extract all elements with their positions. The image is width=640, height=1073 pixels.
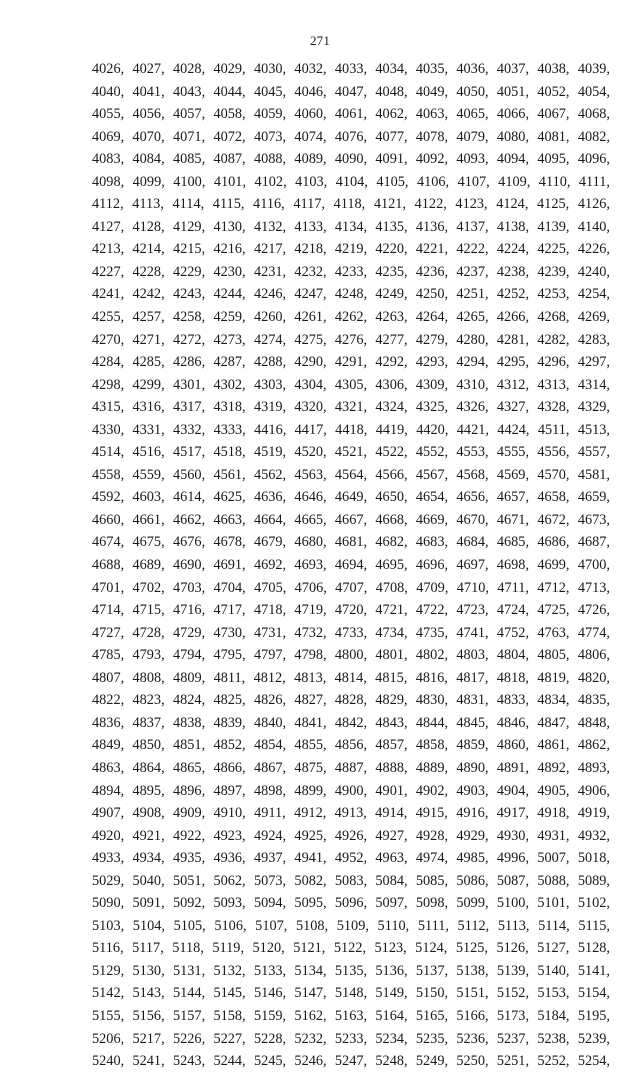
number-line: 4315, 4316, 4317, 4318, 4319, 4320, 4321, 4324, 4325, 4326, 4327, 4328, 4329,	[92, 399, 610, 416]
number-line: 4714, 4715, 4716, 4717, 4718, 4719, 4720, 4721, 4722, 4723, 4724, 4725, 4726,	[92, 602, 610, 619]
number-line: 4284, 4285, 4286, 4287, 4288, 4290, 4291, 4292, 4293, 4294, 4295, 4296, 4297,	[92, 354, 610, 371]
number-line: 4701, 4702, 4703, 4704, 4705, 4706, 4707, 4708, 4709, 4710, 4711, 4712, 4713,	[92, 579, 610, 596]
number-line: 4785, 4793, 4794, 4795, 4797, 4798, 4800, 4801, 4802, 4803, 4804, 4805, 4806,	[92, 647, 610, 664]
number-line: 4040, 4041, 4043, 4044, 4045, 4046, 4047, 4048, 4049, 4050, 4051, 4052, 4054,	[92, 83, 610, 100]
number-line: 4727, 4728, 4729, 4730, 4731, 4732, 4733, 4734, 4735, 4741, 4752, 4763, 4774,	[92, 624, 610, 641]
number-line: 4660, 4661, 4662, 4663, 4664, 4665, 4667, 4668, 4669, 4670, 4671, 4672, 4673,	[92, 511, 610, 528]
number-line: 4822, 4823, 4824, 4825, 4826, 4827, 4828, 4829, 4830, 4831, 4833, 4834, 4835,	[92, 692, 610, 709]
number-line: 4255, 4257, 4258, 4259, 4260, 4261, 4262, 4263, 4264, 4265, 4266, 4268, 4269,	[92, 309, 610, 326]
number-line: 4298, 4299, 4301, 4302, 4303, 4304, 4305, 4306, 4309, 4310, 4312, 4313, 4314,	[92, 376, 610, 393]
number-line: 4933, 4934, 4935, 4936, 4937, 4941, 4952, 4963, 4974, 4985, 4996, 5007, 5018,	[92, 850, 610, 867]
number-line: 4558, 4559, 4560, 4561, 4562, 4563, 4564, 4566, 4567, 4568, 4569, 4570, 4581,	[92, 466, 610, 483]
number-line: 4894, 4895, 4896, 4897, 4898, 4899, 4900, 4901, 4902, 4903, 4904, 4905, 4906,	[92, 782, 610, 799]
number-line: 5142, 5143, 5144, 5145, 5146, 5147, 5148, 5149, 5150, 5151, 5152, 5153, 5154,	[92, 985, 610, 1002]
number-line: 5206, 5217, 5226, 5227, 5228, 5232, 5233, 5234, 5235, 5236, 5237, 5238, 5239,	[92, 1030, 610, 1047]
number-line: 4592, 4603, 4614, 4625, 4636, 4646, 4649, 4650, 4654, 4656, 4657, 4658, 4659,	[92, 489, 610, 506]
number-line: 4098, 4099, 4100, 4101, 4102, 4103, 4104, 4105, 4106, 4107, 4109, 4110, 4111,	[92, 173, 610, 190]
number-list	[92, 58, 610, 1073]
number-line: 4514, 4516, 4517, 4518, 4519, 4520, 4521, 4522, 4552, 4553, 4555, 4556, 4557,	[92, 444, 610, 461]
number-line: 5103, 5104, 5105, 5106, 5107, 5108, 5109, 5110, 5111, 5112, 5113, 5114, 5115,	[92, 917, 610, 934]
number-line: 4836, 4837, 4838, 4839, 4840, 4841, 4842, 4843, 4844, 4845, 4846, 4847, 4848,	[92, 714, 610, 731]
number-line: 5129, 5130, 5131, 5132, 5133, 5134, 5135, 5136, 5137, 5138, 5139, 5140, 5141,	[92, 962, 610, 979]
number-line: 4055, 4056, 4057, 4058, 4059, 4060, 4061, 4062, 4063, 4065, 4066, 4067, 4068,	[92, 106, 610, 123]
number-line: 4112, 4113, 4114, 4115, 4116, 4117, 4118, 4121, 4122, 4123, 4124, 4125, 4126,	[92, 196, 610, 213]
number-line: 4083, 4084, 4085, 4087, 4088, 4089, 4090, 4091, 4092, 4093, 4094, 4095, 4096,	[92, 151, 610, 168]
page-number: 271	[309, 33, 331, 48]
number-line: 5116, 5117, 5118, 5119, 5120, 5121, 5122, 5123, 5124, 5125, 5126, 5127, 5128,	[92, 940, 610, 957]
number-line: 4213, 4214, 4215, 4216, 4217, 4218, 4219, 4220, 4221, 4222, 4224, 4225, 4226,	[92, 241, 610, 258]
number-line: 5090, 5091, 5092, 5093, 5094, 5095, 5096, 5097, 5098, 5099, 5100, 5101, 5102,	[92, 895, 610, 912]
number-line: 4330, 4331, 4332, 4333, 4416, 4417, 4418, 4419, 4420, 4421, 4424, 4511, 4513,	[92, 421, 610, 438]
number-line: 5155, 5156, 5157, 5158, 5159, 5162, 5163, 5164, 5165, 5166, 5173, 5184, 5195,	[92, 1007, 610, 1024]
number-line: 4227, 4228, 4229, 4230, 4231, 4232, 4233, 4235, 4236, 4237, 4238, 4239, 4240,	[92, 263, 610, 280]
number-line: 5029, 5040, 5051, 5062, 5073, 5082, 5083, 5084, 5085, 5086, 5087, 5088, 5089,	[92, 872, 610, 889]
number-line: 4920, 4921, 4922, 4923, 4924, 4925, 4926, 4927, 4928, 4929, 4930, 4931, 4932,	[92, 827, 610, 844]
number-line: 4127, 4128, 4129, 4130, 4132, 4133, 4134, 4135, 4136, 4137, 4138, 4139, 4140,	[92, 218, 610, 235]
number-line: 4026, 4027, 4028, 4029, 4030, 4032, 4033, 4034, 4035, 4036, 4037, 4038, 4039,	[92, 61, 610, 77]
number-line: 4907, 4908, 4909, 4910, 4911, 4912, 4913, 4914, 4915, 4916, 4917, 4918, 4919,	[92, 805, 610, 822]
number-line: 5240, 5241, 5243, 5244, 5245, 5246, 5247, 5248, 5249, 5250, 5251, 5252, 5254,	[92, 1053, 610, 1070]
number-line: 4849, 4850, 4851, 4852, 4854, 4855, 4856, 4857, 4858, 4859, 4860, 4861, 4862,	[92, 737, 610, 754]
number-line: 4863, 4864, 4865, 4866, 4867, 4875, 4887, 4888, 4889, 4890, 4891, 4892, 4893,	[92, 759, 610, 776]
number-line: 4270, 4271, 4272, 4273, 4274, 4275, 4276, 4277, 4279, 4280, 4281, 4282, 4283,	[92, 331, 610, 348]
number-line: 4688, 4689, 4690, 4691, 4692, 4693, 4694, 4695, 4696, 4697, 4698, 4699, 4700,	[92, 557, 610, 574]
number-line: 4674, 4675, 4676, 4678, 4679, 4680, 4681, 4682, 4683, 4684, 4685, 4686, 4687,	[92, 534, 610, 551]
number-line: 4069, 4070, 4071, 4072, 4073, 4074, 4076, 4077, 4078, 4079, 4080, 4081, 4082,	[92, 128, 610, 145]
number-line: 4241, 4242, 4243, 4244, 4246, 4247, 4248, 4249, 4250, 4251, 4252, 4253, 4254,	[92, 286, 610, 303]
number-line: 4807, 4808, 4809, 4811, 4812, 4813, 4814, 4815, 4816, 4817, 4818, 4819, 4820,	[92, 669, 610, 686]
